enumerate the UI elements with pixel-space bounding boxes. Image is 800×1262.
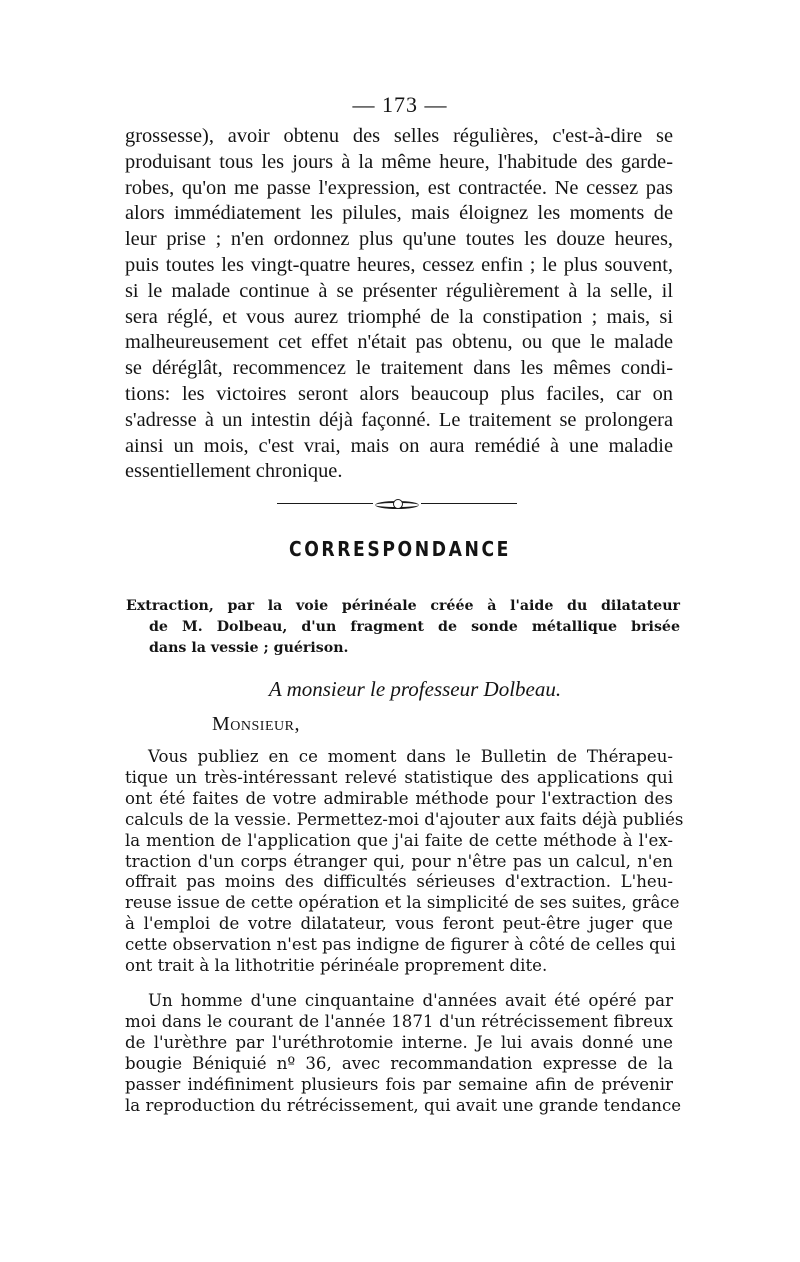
text-line: reuse issue de cette opération et la simplicité de ses suites, grâce — [125, 893, 680, 913]
text-line: tique un très-intéressant relevé statistique des applications qui — [125, 767, 673, 787]
text-line: offrait pas moins des difficultés sérieuses d'extraction. L'heu- — [125, 872, 673, 892]
letter-paragraph-intro — [125, 747, 684, 977]
letter-paragraph-case — [125, 991, 682, 1116]
subtitle-line: de M. Dolbeau, d'un fragment de sonde métallique brisée — [149, 619, 680, 635]
text-line: la reproduction du rétrécissement, qui avait une grande tendance — [125, 1095, 682, 1115]
letter-salutation: A monsieur le professeur Dolbeau. — [268, 677, 562, 701]
text-line: puis toutes les vingt-quatre heures, cessez enfin ; le plus souvent, — [125, 253, 673, 276]
text-line: calculs de la vessie. Permettez-moi d'ajouter aux faits déjà publiés — [125, 809, 684, 829]
text-line: leur prise ; n'en ordonnez plus qu'une toutes les douze heures, — [125, 228, 673, 251]
text-line: ont trait à la lithotritie périnéale proprement dite. — [125, 956, 548, 976]
divider-ornament-icon — [373, 498, 421, 508]
text-line: à l'emploi de votre dilatateur, vous feront peut-être juger que — [125, 914, 673, 934]
text-line: Un homme d'une cinquantaine d'années avait été opéré par — [148, 991, 673, 1010]
paragraph-constipation — [125, 124, 673, 485]
text-line: moi dans le courant de l'année 1871 d'un rétrécissement fibreux — [125, 1011, 673, 1031]
text-line: ont été faites de votre admirable méthode pour l'extraction des — [125, 788, 673, 808]
text-line: alors immédiatement les pilules, mais éloignez les moments de — [125, 202, 673, 225]
text-line: si le malade continue à se présenter régulièrement à la selle, il — [125, 279, 673, 302]
text-line: grossesse), avoir obtenu des selles régulières, c'est-à-dire se — [125, 125, 673, 147]
article-subtitle — [126, 596, 680, 659]
text-line: de l'urèthre par l'uréthrotomie interne. Je lui avais donné une — [125, 1032, 673, 1052]
text-line: tions: les victoires seront alors beaucoup plus faciles, car on — [125, 382, 673, 405]
ornamental-divider — [277, 503, 517, 504]
section-heading: CORRESPONDANCE — [289, 537, 511, 561]
text-line: robes, qu'on me passe l'expression, est contractée. Ne cessez pas — [125, 176, 673, 199]
text-line: sera réglé, et vous aurez triomphé de la constipation ; mais, si — [125, 305, 673, 328]
text-line: malheureusement cet effet n'était pas obtenu, ou que le malade — [125, 331, 673, 354]
text-line: Vous publiez en ce moment dans le Bulletin de Thérapeu- — [148, 747, 673, 766]
subtitle-line: dans la vessie ; guérison. — [149, 640, 349, 656]
text-line: traction d'un corps étranger qui, pour n'être pas un calcul, n'en — [125, 851, 673, 871]
text-line: cette observation n'est pas indigne de figurer à côté de celles qui — [125, 935, 676, 955]
text-line: produisant tous les jours à la même heure, l'habitude des garde- — [125, 150, 673, 173]
subtitle-line: Extraction, par la voie périnéale créée à l'aide du dilatateur — [126, 598, 680, 614]
text-line: essentiellement chronique. — [125, 460, 343, 483]
text-line: se déréglât, recommencez le traitement dans les mêmes condi- — [125, 357, 673, 380]
text-line: s'adresse à un intestin déjà façonné. Le traitement se prolongera — [125, 408, 673, 431]
text-line: passer indéfiniment plusieurs fois par semaine afin de prévenir — [125, 1074, 673, 1094]
text-line: la mention de l'application que j'ai faite de cette méthode à l'ex- — [125, 830, 673, 850]
letter-greeting: Monsieur, — [212, 713, 300, 735]
page-number: — 173 — — [352, 92, 448, 117]
text-line: bougie Béniquié nº 36, avec recommandation expresse de la — [125, 1053, 673, 1073]
text-line: ainsi un mois, c'est vrai, mais on aura remédié à une maladie — [125, 434, 673, 457]
